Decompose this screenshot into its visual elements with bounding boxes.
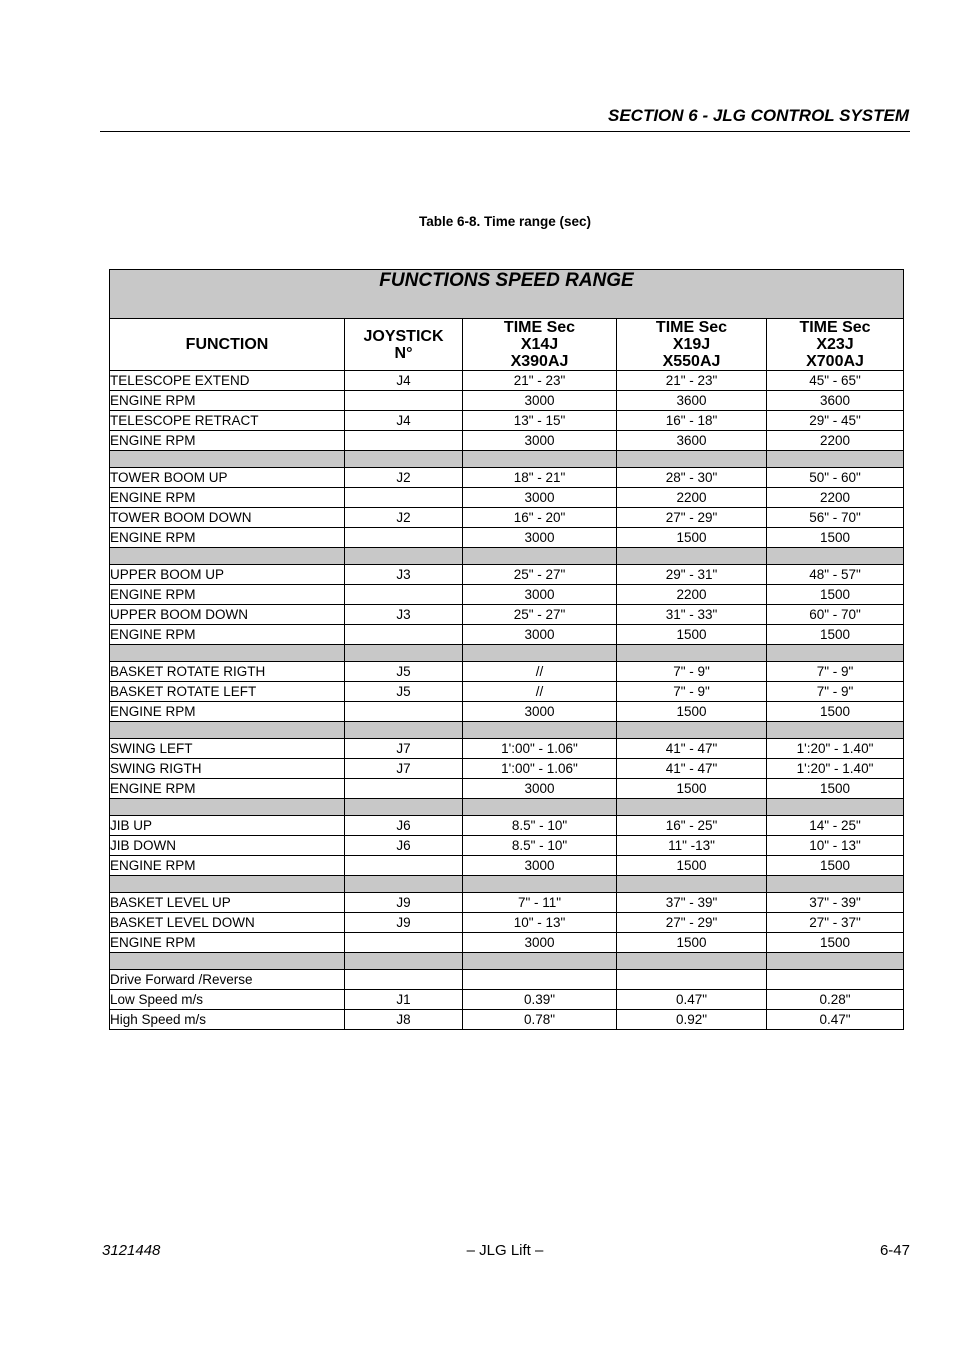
joystick-cell — [345, 779, 463, 799]
separator-cell — [767, 451, 904, 468]
separator-cell — [463, 953, 617, 970]
separator-cell — [345, 876, 463, 893]
function-cell: JIB UP — [110, 816, 345, 836]
time-cell: 1':20" - 1.40" — [767, 739, 904, 759]
time-cell: 8.5" - 10" — [463, 816, 617, 836]
time-cell: 2200 — [767, 431, 904, 451]
time-cell: 1500 — [617, 702, 767, 722]
time-cell: 27" - 29" — [617, 913, 767, 933]
separator-cell — [110, 451, 345, 468]
time-cell: 1500 — [767, 856, 904, 876]
time-cell — [617, 970, 767, 990]
function-cell: TOWER BOOM UP — [110, 468, 345, 488]
time-cell: 37" - 39" — [617, 893, 767, 913]
doc-number: 3121448 — [102, 1242, 161, 1259]
time-cell: 27" - 29" — [617, 508, 767, 528]
joystick-cell: J3 — [345, 565, 463, 585]
speed-range-table — [109, 269, 904, 1030]
function-cell: BASKET ROTATE LEFT — [110, 682, 345, 702]
column-header — [345, 319, 463, 371]
column-header-line: X390AJ — [510, 353, 569, 370]
time-cell: 1':00" - 1.06" — [463, 739, 617, 759]
column-header-line: N° — [394, 344, 413, 362]
table-row — [110, 893, 904, 913]
function-cell: ENGINE RPM — [110, 856, 345, 876]
column-header-line: TIME Sec — [799, 319, 871, 336]
separator-row — [110, 722, 904, 739]
time-cell: 48" - 57" — [767, 565, 904, 585]
separator-cell — [463, 876, 617, 893]
separator-cell — [767, 645, 904, 662]
function-cell: ENGINE RPM — [110, 391, 345, 411]
time-cell: 3000 — [463, 702, 617, 722]
joystick-cell — [345, 970, 463, 990]
time-cell: 28" - 30" — [617, 468, 767, 488]
time-cell: 3000 — [463, 856, 617, 876]
table-row — [110, 411, 904, 431]
time-cell: 11" -13" — [617, 836, 767, 856]
joystick-cell: J1 — [345, 990, 463, 1010]
joystick-cell — [345, 933, 463, 953]
joystick-cell — [345, 585, 463, 605]
separator-row — [110, 799, 904, 816]
column-header-line: X23J — [816, 336, 854, 353]
function-cell: BASKET LEVEL DOWN — [110, 913, 345, 933]
separator-cell — [767, 722, 904, 739]
separator-cell — [767, 799, 904, 816]
time-cell: 10" - 13" — [463, 913, 617, 933]
time-cell: 50" - 60" — [767, 468, 904, 488]
separator-cell — [767, 953, 904, 970]
joystick-cell: J4 — [345, 411, 463, 431]
time-cell: 1500 — [617, 856, 767, 876]
time-cell: 18" - 21" — [463, 468, 617, 488]
time-cell: 1500 — [767, 702, 904, 722]
separator-row — [110, 953, 904, 970]
joystick-cell — [345, 856, 463, 876]
table-row — [110, 431, 904, 451]
time-cell: 1500 — [767, 625, 904, 645]
time-cell: 3000 — [463, 933, 617, 953]
time-cell: 21" - 23" — [617, 371, 767, 391]
column-header — [767, 319, 904, 371]
separator-row — [110, 548, 904, 565]
time-cell: 2200 — [767, 488, 904, 508]
separator-cell — [617, 953, 767, 970]
table-row — [110, 990, 904, 1010]
time-cell: 1500 — [767, 528, 904, 548]
time-cell: 0.92" — [617, 1010, 767, 1030]
function-cell: BASKET LEVEL UP — [110, 893, 345, 913]
function-cell: Drive Forward /Reverse — [110, 970, 345, 990]
separator-cell — [110, 953, 345, 970]
time-cell: 13" - 15" — [463, 411, 617, 431]
time-cell: 1500 — [617, 933, 767, 953]
time-cell: 7" - 9" — [767, 682, 904, 702]
table-row — [110, 816, 904, 836]
function-cell: TELESCOPE RETRACT — [110, 411, 345, 431]
time-cell: // — [463, 682, 617, 702]
joystick-cell: J3 — [345, 605, 463, 625]
time-cell: 3600 — [767, 391, 904, 411]
separator-cell — [345, 722, 463, 739]
time-cell: 31" - 33" — [617, 605, 767, 625]
table-row — [110, 468, 904, 488]
function-cell: ENGINE RPM — [110, 702, 345, 722]
section-header: SECTION 6 - JLG CONTROL SYSTEM — [608, 106, 909, 125]
time-cell: 1':00" - 1.06" — [463, 759, 617, 779]
time-cell: 0.47" — [617, 990, 767, 1010]
joystick-cell: J4 — [345, 371, 463, 391]
function-cell: JIB DOWN — [110, 836, 345, 856]
separator-cell — [345, 548, 463, 565]
time-cell: 27" - 37" — [767, 913, 904, 933]
time-cell: 29" - 31" — [617, 565, 767, 585]
separator-cell — [110, 722, 345, 739]
column-header-line: FUNCTION — [185, 336, 269, 353]
joystick-cell: J7 — [345, 759, 463, 779]
function-cell: ENGINE RPM — [110, 431, 345, 451]
table-row — [110, 739, 904, 759]
time-cell: 2200 — [617, 585, 767, 605]
joystick-cell: J9 — [345, 913, 463, 933]
joystick-cell — [345, 391, 463, 411]
table-row — [110, 682, 904, 702]
column-header — [463, 319, 617, 371]
table-row — [110, 662, 904, 682]
separator-cell — [617, 548, 767, 565]
column-header — [617, 319, 767, 371]
table-row — [110, 836, 904, 856]
time-cell: 3000 — [463, 585, 617, 605]
time-cell: 3000 — [463, 391, 617, 411]
table-row — [110, 933, 904, 953]
time-cell: // — [463, 662, 617, 682]
time-cell: 7" - 9" — [767, 662, 904, 682]
function-cell: ENGINE RPM — [110, 625, 345, 645]
time-cell: 25" - 27" — [463, 565, 617, 585]
function-cell: ENGINE RPM — [110, 933, 345, 953]
time-cell: 3000 — [463, 431, 617, 451]
separator-cell — [767, 876, 904, 893]
time-cell: 3000 — [463, 488, 617, 508]
function-cell: TELESCOPE EXTEND — [110, 371, 345, 391]
table-row — [110, 508, 904, 528]
time-cell: 3600 — [617, 431, 767, 451]
time-cell: 60" - 70" — [767, 605, 904, 625]
joystick-cell: J2 — [345, 508, 463, 528]
column-header-line: X14J — [520, 336, 559, 353]
separator-cell — [110, 645, 345, 662]
column-header-line: X700AJ — [806, 353, 864, 370]
time-cell: 45" - 65" — [767, 371, 904, 391]
time-cell: 56" - 70" — [767, 508, 904, 528]
joystick-cell: J7 — [345, 739, 463, 759]
separator-cell — [463, 645, 617, 662]
time-cell: 3000 — [463, 779, 617, 799]
function-cell: SWING LEFT — [110, 739, 345, 759]
footer-brand: – JLG Lift – — [466, 1242, 544, 1259]
column-header-line: TIME Sec — [655, 319, 728, 336]
table-row — [110, 391, 904, 411]
joystick-cell: J8 — [345, 1010, 463, 1030]
function-cell: TOWER BOOM DOWN — [110, 508, 345, 528]
time-cell: 1500 — [617, 779, 767, 799]
time-cell: 7" - 9" — [617, 662, 767, 682]
time-cell: 41" - 47" — [617, 759, 767, 779]
time-cell: 0.39" — [463, 990, 617, 1010]
time-cell: 1500 — [767, 585, 904, 605]
table-row — [110, 856, 904, 876]
time-cell: 25" - 27" — [463, 605, 617, 625]
separator-row — [110, 451, 904, 468]
separator-cell — [345, 799, 463, 816]
time-cell: 1':20" - 1.40" — [767, 759, 904, 779]
separator-cell — [463, 548, 617, 565]
page-number: 6-47 — [879, 1242, 910, 1259]
joystick-cell — [345, 488, 463, 508]
joystick-cell: J9 — [345, 893, 463, 913]
function-cell: SWING RIGTH — [110, 759, 345, 779]
time-cell: 1500 — [617, 528, 767, 548]
separator-cell — [617, 799, 767, 816]
time-cell: 3600 — [617, 391, 767, 411]
joystick-cell — [345, 625, 463, 645]
separator-cell — [463, 451, 617, 468]
separator-cell — [110, 876, 345, 893]
time-cell: 14" - 25" — [767, 816, 904, 836]
time-cell: 10" - 13" — [767, 836, 904, 856]
time-cell: 7" - 11" — [463, 893, 617, 913]
joystick-cell: J6 — [345, 816, 463, 836]
separator-cell — [345, 451, 463, 468]
function-cell: UPPER BOOM DOWN — [110, 605, 345, 625]
time-cell: 16" - 18" — [617, 411, 767, 431]
joystick-cell: J5 — [345, 662, 463, 682]
time-cell: 16" - 25" — [617, 816, 767, 836]
joystick-cell: J6 — [345, 836, 463, 856]
time-cell: 29" - 45" — [767, 411, 904, 431]
time-cell: 0.47" — [767, 1010, 904, 1030]
separator-cell — [110, 799, 345, 816]
joystick-cell — [345, 702, 463, 722]
time-cell: 2200 — [617, 488, 767, 508]
separator-cell — [345, 953, 463, 970]
joystick-cell: J5 — [345, 682, 463, 702]
time-cell: 0.28" — [767, 990, 904, 1010]
separator-cell — [617, 876, 767, 893]
function-cell: High Speed m/s — [110, 1010, 345, 1030]
table-row — [110, 702, 904, 722]
time-cell — [767, 970, 904, 990]
time-cell: 16" - 20" — [463, 508, 617, 528]
joystick-cell — [345, 528, 463, 548]
table-row — [110, 1010, 904, 1030]
table-row — [110, 605, 904, 625]
separator-cell — [767, 548, 904, 565]
function-cell: ENGINE RPM — [110, 585, 345, 605]
separator-cell — [617, 645, 767, 662]
function-cell: ENGINE RPM — [110, 779, 345, 799]
table-caption: Table 6-8. Time range (sec) — [418, 214, 592, 229]
joystick-cell — [345, 431, 463, 451]
time-cell: 21" - 23" — [463, 371, 617, 391]
function-cell: Low Speed m/s — [110, 990, 345, 1010]
column-header — [110, 319, 345, 371]
separator-cell — [463, 722, 617, 739]
separator-cell — [617, 722, 767, 739]
time-cell: 0.78" — [463, 1010, 617, 1030]
separator-cell — [617, 451, 767, 468]
table-row — [110, 759, 904, 779]
table-row — [110, 488, 904, 508]
time-cell: 1500 — [767, 933, 904, 953]
time-cell: 3000 — [463, 528, 617, 548]
column-header-line: X550AJ — [662, 353, 721, 370]
function-cell: BASKET ROTATE RIGTH — [110, 662, 345, 682]
function-cell: UPPER BOOM UP — [110, 565, 345, 585]
column-header-line: TIME Sec — [503, 319, 576, 336]
separator-row — [110, 876, 904, 893]
time-cell — [463, 970, 617, 990]
table-row — [110, 585, 904, 605]
column-header-line: X19J — [672, 336, 711, 353]
time-cell: 1500 — [617, 625, 767, 645]
separator-cell — [463, 799, 617, 816]
time-cell: 37" - 39" — [767, 893, 904, 913]
table-body — [110, 371, 904, 1030]
function-cell: ENGINE RPM — [110, 528, 345, 548]
column-header-row — [110, 319, 904, 371]
table-row — [110, 913, 904, 933]
separator-row — [110, 645, 904, 662]
table-title: FUNCTIONS SPEED RANGE — [110, 270, 904, 319]
column-header-line: JOYSTICK — [363, 327, 444, 345]
table-row — [110, 970, 904, 990]
table-row — [110, 528, 904, 548]
table-row — [110, 565, 904, 585]
time-cell: 7" - 9" — [617, 682, 767, 702]
time-cell: 1500 — [767, 779, 904, 799]
separator-cell — [345, 645, 463, 662]
joystick-cell: J2 — [345, 468, 463, 488]
table-row — [110, 371, 904, 391]
table-row — [110, 779, 904, 799]
time-cell: 41" - 47" — [617, 739, 767, 759]
separator-cell — [110, 548, 345, 565]
time-cell: 8.5" - 10" — [463, 836, 617, 856]
table-row — [110, 625, 904, 645]
header-rule — [100, 131, 910, 132]
function-cell: ENGINE RPM — [110, 488, 345, 508]
time-cell: 3000 — [463, 625, 617, 645]
